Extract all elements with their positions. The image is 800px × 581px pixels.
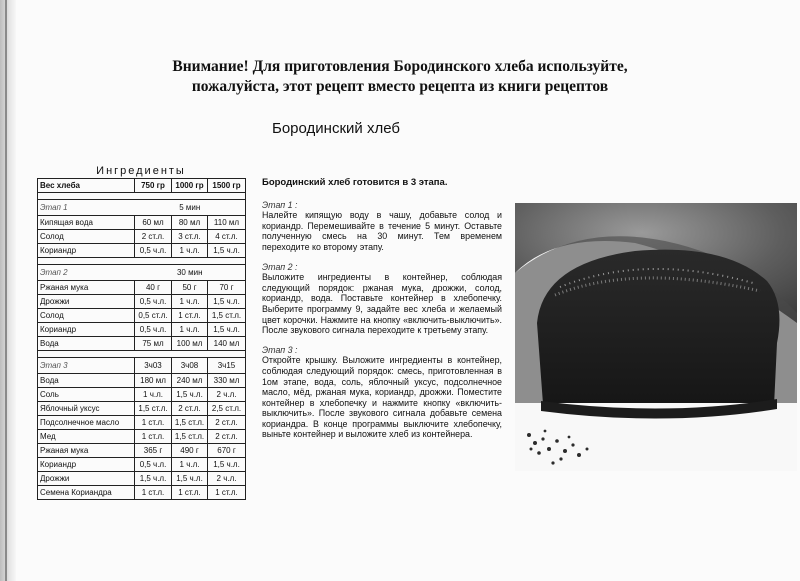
ingredient-row — [38, 281, 246, 295]
bread-photo — [515, 203, 797, 471]
ingredient-name-cell: Дрожжи — [38, 295, 135, 309]
ingredient-amount-cell: 2 ст.л. — [135, 230, 172, 244]
ingredient-name-cell: Кориандр — [38, 244, 135, 258]
notice-line-2: пожалуйста, этот рецепт вместо рецепта из книги рецептов — [191, 78, 609, 95]
ingredient-row — [38, 458, 246, 472]
ingredient-amount-cell: 1 ст.л. — [172, 486, 208, 500]
ingredient-row — [38, 244, 246, 258]
stage-row — [38, 358, 246, 374]
ingredient-amount-cell: 1,5 ч.л. — [208, 244, 246, 258]
header-weight-cell: 1000 гр — [172, 179, 208, 193]
ingredient-row — [38, 486, 246, 500]
ingredient-amount-cell: 0,5 ст.л. — [135, 309, 172, 323]
stage-row — [38, 265, 246, 281]
recipe-intro: Бородинский хлеб готовится в 3 этапа. — [262, 177, 448, 188]
stage-label-cell: Этап 3 — [38, 358, 135, 374]
ingredient-amount-cell: 1 ст.л. — [135, 486, 172, 500]
ingredients-table — [37, 178, 246, 500]
ingredient-amount-cell: 1 ст.л. — [135, 416, 172, 430]
stage-time-cell: 3ч08 — [172, 358, 208, 374]
stage-2-text: Выложите ингредиенты в контейнер, соблюдая следующий порядок: ржаная мука, дрожжи, солод, кориандр, вода. Поставьте контейнер в хлебопечку. Выберите программу 9, задайте вес хлеба и желаемый цвет корочки. Нажмите на кнопку «включить-выключить». После звукового сигнала переходите к третьему этапу. — [262, 272, 502, 336]
stage-3-text: Откройте крышку. Выложите ингредиенты в контейнер, соблюдая следующий порядок: смесь, приготовленная в 1ом этапе, вода, соль, яблочный уксус, подсолнечное масло, мёд, ржаная мука, кориандр, дрожжи. Поместите контейнер в хлебопечку и нажмите кнопку «включить-выключить». После звукового сигнала добавьте семена кориандра. В конце программы выключите хлебопечку, выньте контейнер и выложите хлеб из контейнера. — [262, 355, 502, 440]
ingredient-amount-cell: 1,5 ч.л. — [208, 295, 246, 309]
header-weight-cell: 750 гр — [135, 179, 172, 193]
ingredient-name-cell: Подсолнечное масло — [38, 416, 135, 430]
stage-row — [38, 200, 246, 216]
ingredient-row — [38, 295, 246, 309]
ingredient-name-cell: Семена Кориандра — [38, 486, 135, 500]
ingredient-row — [38, 388, 246, 402]
notice-heading — [100, 57, 700, 97]
ingredient-amount-cell: 0,5 ч.л. — [135, 458, 172, 472]
ingredient-amount-cell: 2 ст.л. — [172, 402, 208, 416]
ingredient-amount-cell: 110 мл — [208, 216, 246, 230]
table-spacer-row — [38, 351, 246, 358]
table-spacer-row — [38, 193, 246, 200]
notice-line-1: Внимание! Для приготовления Бородинского хлеба используйте, — [172, 58, 628, 75]
ingredient-amount-cell: 50 г — [172, 281, 208, 295]
ingredient-name-cell: Ржаная мука — [38, 444, 135, 458]
ingredient-amount-cell: 1 ч.л. — [172, 295, 208, 309]
recipe-stage-2 — [262, 262, 502, 336]
ingredient-row — [38, 230, 246, 244]
spacer-cell — [38, 258, 246, 265]
recipe-stage-1 — [262, 200, 502, 253]
ingredient-amount-cell: 60 мл — [135, 216, 172, 230]
ingredient-amount-cell: 40 г — [135, 281, 172, 295]
ingredient-amount-cell: 1 ст.л. — [208, 486, 246, 500]
ingredient-name-cell: Солод — [38, 309, 135, 323]
ingredient-amount-cell: 1 ч.л. — [172, 244, 208, 258]
ingredient-row — [38, 430, 246, 444]
ingredient-name-cell: Вода — [38, 374, 135, 388]
ingredients-heading: Ингредиенты — [96, 165, 186, 177]
header-label-cell: Вес хлеба — [38, 179, 135, 193]
ingredient-name-cell: Ржаная мука — [38, 281, 135, 295]
ingredient-name-cell: Кориандр — [38, 458, 135, 472]
ingredient-amount-cell: 1 ч.л. — [172, 323, 208, 337]
ingredient-amount-cell: 490 г — [172, 444, 208, 458]
ingredient-amount-cell: 4 ст.л. — [208, 230, 246, 244]
ingredient-amount-cell: 365 г — [135, 444, 172, 458]
ingredient-amount-cell: 240 мл — [172, 374, 208, 388]
stage-label-cell: Этап 1 — [38, 200, 135, 216]
recipe-stage-3 — [262, 345, 502, 440]
spacer-cell — [38, 193, 246, 200]
stage-3-label: Этап 3 : — [262, 344, 298, 355]
recipe-instructions — [262, 178, 502, 449]
ingredient-amount-cell: 1 ст.л. — [135, 430, 172, 444]
ingredient-amount-cell: 80 мл — [172, 216, 208, 230]
ingredient-amount-cell: 0,5 ч.л. — [135, 323, 172, 337]
ingredient-amount-cell: 1,5 ст.л. — [172, 416, 208, 430]
stage-1-label: Этап 1 : — [262, 199, 298, 210]
ingredient-amount-cell: 2 ч.л. — [208, 388, 246, 402]
ingredient-amount-cell: 140 мл — [208, 337, 246, 351]
ingredient-amount-cell: 180 мл — [135, 374, 172, 388]
ingredient-amount-cell: 670 г — [208, 444, 246, 458]
ingredient-amount-cell: 1,5 ч.л. — [208, 323, 246, 337]
ingredient-amount-cell: 0,5 ч.л. — [135, 244, 172, 258]
ingredient-amount-cell: 1,5 ч.л. — [135, 472, 172, 486]
ingredient-name-cell: Дрожжи — [38, 472, 135, 486]
ingredient-row — [38, 374, 246, 388]
stage-2-label: Этап 2 : — [262, 261, 298, 272]
ingredient-amount-cell: 75 мл — [135, 337, 172, 351]
ingredient-amount-cell: 2 ст.л. — [208, 430, 246, 444]
ingredient-amount-cell: 1 ст.л. — [172, 309, 208, 323]
ingredient-name-cell: Кипящая вода — [38, 216, 135, 230]
ingredient-amount-cell: 2 ст.л. — [208, 416, 246, 430]
stage-time-cell: 30 мин — [135, 265, 246, 281]
stage-time-cell: 3ч03 — [135, 358, 172, 374]
table-spacer-row — [38, 258, 246, 265]
ingredient-amount-cell: 2,5 ст.л. — [208, 402, 246, 416]
ingredient-name-cell: Вода — [38, 337, 135, 351]
ingredient-amount-cell: 1 ч.л. — [172, 458, 208, 472]
ingredient-amount-cell: 1,5 ч.л. — [208, 458, 246, 472]
page-title: Бородинский хлеб — [272, 120, 400, 137]
stage-time-cell: 5 мин — [135, 200, 246, 216]
ingredient-row — [38, 216, 246, 230]
ingredient-amount-cell: 1,5 ст.л. — [172, 430, 208, 444]
ingredient-amount-cell: 0,5 ч.л. — [135, 295, 172, 309]
ingredient-amount-cell: 330 мл — [208, 374, 246, 388]
stage-label-cell: Этап 2 — [38, 265, 135, 281]
ingredient-amount-cell: 1,5 ч.л. — [172, 388, 208, 402]
header-weight-cell: 1500 гр — [208, 179, 246, 193]
spacer-cell — [38, 351, 246, 358]
ingredient-name-cell: Яблочный уксус — [38, 402, 135, 416]
ingredient-amount-cell: 1,5 ст.л. — [208, 309, 246, 323]
table-header-row — [38, 179, 246, 193]
ingredient-amount-cell: 100 мл — [172, 337, 208, 351]
scan-edge-stripe — [5, 0, 7, 581]
ingredient-row — [38, 444, 246, 458]
ingredient-amount-cell: 1,5 ч.л. — [172, 472, 208, 486]
ingredients-panel — [37, 164, 245, 500]
stage-1-text: Налейте кипящую воду в чашу, добавьте солод и кориандр. Перемешивайте в течение 5 минут. Оставьте полученную смесь на 30 минут. Тем временем переходите ко второму этапу. — [262, 210, 502, 252]
ingredient-name-cell: Соль — [38, 388, 135, 402]
ingredient-row — [38, 402, 246, 416]
ingredient-name-cell: Кориандр — [38, 323, 135, 337]
ingredient-amount-cell: 1 ч.л. — [135, 388, 172, 402]
bread-photo-svg — [515, 203, 797, 471]
ingredient-name-cell: Мед — [38, 430, 135, 444]
stage-time-cell: 3ч15 — [208, 358, 246, 374]
ingredient-row — [38, 416, 246, 430]
ingredient-row — [38, 309, 246, 323]
ingredient-amount-cell: 1,5 ст.л. — [135, 402, 172, 416]
scan-edge — [0, 0, 16, 581]
ingredient-row — [38, 323, 246, 337]
ingredient-row — [38, 337, 246, 351]
ingredient-row — [38, 472, 246, 486]
ingredient-amount-cell: 3 ст.л. — [172, 230, 208, 244]
ingredient-amount-cell: 2 ч.л. — [208, 472, 246, 486]
ingredient-amount-cell: 70 г — [208, 281, 246, 295]
ingredient-name-cell: Солод — [38, 230, 135, 244]
